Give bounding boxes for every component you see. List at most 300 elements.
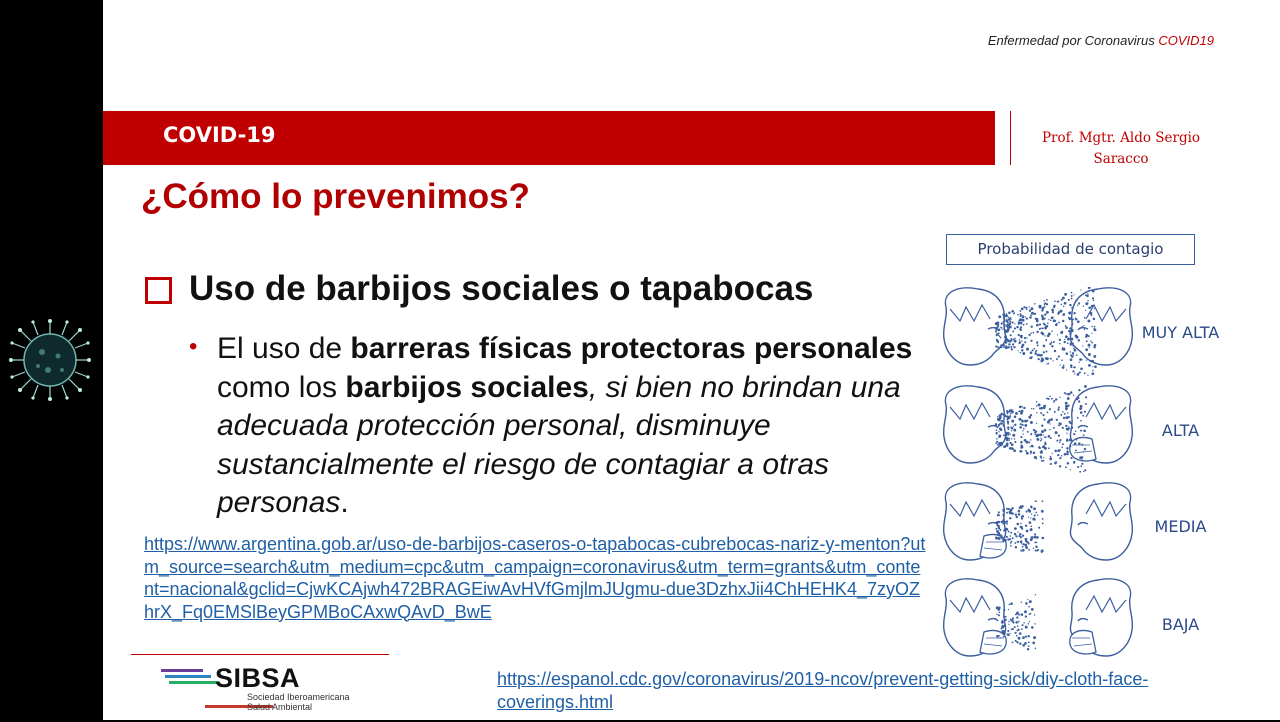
droplet	[1080, 411, 1083, 414]
droplet	[1010, 326, 1012, 328]
droplet	[1093, 318, 1096, 321]
droplet	[1026, 452, 1029, 455]
droplet	[1056, 358, 1058, 360]
droplet	[1094, 326, 1096, 328]
droplet	[1048, 398, 1050, 400]
droplet	[1010, 633, 1011, 634]
droplet	[1057, 454, 1059, 456]
droplet	[1065, 407, 1068, 410]
droplet	[1057, 409, 1059, 411]
droplet	[1059, 449, 1061, 451]
droplet	[1006, 536, 1008, 538]
cdc-link[interactable]: https://espanol.cdc.gov/coronavirus/2019-ncov/prevent-getting-sick/diy-cloth-face-coverings.html	[497, 669, 1149, 712]
droplet	[1015, 614, 1017, 616]
droplet	[1036, 423, 1037, 424]
droplet	[1013, 426, 1014, 427]
droplet	[1066, 453, 1068, 455]
droplet	[1073, 312, 1075, 314]
para-text-3: .	[340, 486, 349, 519]
droplet	[1002, 523, 1004, 525]
droplet	[1036, 538, 1038, 540]
droplet	[1009, 341, 1011, 343]
droplet	[1053, 319, 1056, 322]
droplet	[1080, 368, 1083, 371]
droplet	[1015, 535, 1017, 537]
droplet	[1028, 334, 1030, 336]
droplet	[1063, 313, 1066, 316]
droplet	[1015, 412, 1018, 415]
droplet	[1028, 306, 1029, 307]
droplet	[1066, 369, 1067, 370]
droplet	[1006, 338, 1009, 341]
droplet	[1041, 549, 1044, 552]
droplet	[1073, 294, 1074, 295]
droplet	[997, 419, 999, 421]
droplet	[1070, 469, 1071, 470]
droplet	[996, 613, 997, 614]
droplet	[1011, 438, 1012, 439]
footer-rule	[131, 654, 389, 655]
droplet	[1069, 304, 1071, 306]
droplet	[1003, 636, 1004, 637]
droplet	[1008, 531, 1010, 533]
droplet	[1036, 542, 1037, 543]
droplet	[1036, 434, 1039, 437]
droplet	[1088, 364, 1091, 367]
droplet	[1046, 357, 1049, 360]
droplet	[1041, 430, 1044, 433]
droplet	[1006, 439, 1008, 441]
droplet	[1016, 641, 1018, 643]
droplet	[1084, 317, 1086, 319]
droplet	[1013, 429, 1016, 432]
droplet	[1087, 335, 1089, 337]
droplet	[1021, 410, 1024, 413]
droplet	[1072, 343, 1074, 345]
droplet	[1067, 342, 1069, 344]
face-profile	[944, 288, 1006, 365]
droplet	[1039, 328, 1041, 330]
droplet	[1040, 440, 1042, 442]
droplet	[1060, 364, 1061, 365]
droplet	[1037, 549, 1039, 551]
header-title-accent: COVID19	[1158, 33, 1214, 48]
droplet	[1010, 545, 1012, 547]
droplet	[1006, 412, 1008, 414]
droplet	[1068, 330, 1071, 333]
droplet	[1078, 339, 1080, 341]
droplet	[1077, 320, 1080, 323]
droplet	[1075, 449, 1077, 451]
droplet	[1062, 411, 1064, 413]
droplet	[1070, 391, 1073, 394]
droplet	[1014, 416, 1017, 419]
droplet	[1072, 319, 1074, 321]
droplet	[1071, 427, 1073, 429]
droplet	[1017, 625, 1019, 627]
section-heading: Uso de barbijos sociales o tapabocas	[189, 269, 814, 308]
argentina-link[interactable]: https://www.argentina.gob.ar/uso-de-barbijos-caseros-o-tapabocas-cubrebocas-nariz-y-menton?utm_source=search&utm_medium=cpc&utm_campaign=coronavirus&utm_term=grants&utm_content=nacional&gclid=CjwKCAjwh472BRAGEiwAvHVfGmjlmJUgmu-due3DzhxJii4ChHEHK4_7zyOZhrX_Fq0EMSlBeyGPMBoCAxwQAvD_BwE	[144, 534, 926, 622]
droplet	[1014, 441, 1016, 443]
droplet	[1088, 287, 1091, 289]
droplet	[1017, 629, 1019, 631]
droplet	[1036, 324, 1039, 327]
droplet	[1008, 438, 1010, 440]
droplet	[1001, 535, 1003, 537]
droplet	[1027, 599, 1028, 600]
droplet	[1034, 430, 1037, 433]
droplet	[1010, 413, 1012, 415]
droplet	[1006, 434, 1008, 436]
droplet	[1000, 327, 1002, 329]
droplet	[1026, 323, 1028, 325]
droplet	[1034, 541, 1036, 543]
droplet	[1030, 421, 1033, 424]
droplet	[1059, 339, 1061, 341]
droplet	[1074, 349, 1077, 352]
droplet	[1070, 457, 1072, 459]
droplet	[1087, 293, 1089, 295]
droplet	[1026, 318, 1028, 320]
droplet	[1015, 640, 1017, 642]
droplet	[1039, 305, 1042, 308]
droplet	[1052, 360, 1053, 361]
droplet	[1000, 429, 1002, 431]
droplet	[1003, 434, 1005, 436]
droplet	[1035, 434, 1036, 435]
droplet	[1007, 423, 1009, 425]
droplet	[1028, 441, 1030, 443]
droplet	[1007, 633, 1010, 636]
droplet	[1093, 300, 1094, 301]
droplet	[1060, 414, 1062, 416]
droplet	[1036, 320, 1039, 323]
droplet	[1003, 609, 1005, 611]
droplet	[1001, 621, 1004, 624]
droplet	[1028, 516, 1029, 517]
droplet	[1060, 331, 1063, 334]
droplet	[1068, 428, 1070, 430]
droplet	[997, 342, 999, 344]
droplet	[1009, 321, 1011, 323]
droplet	[1079, 303, 1081, 305]
droplet	[1056, 419, 1058, 421]
droplet	[1067, 393, 1069, 395]
droplet	[1084, 411, 1086, 413]
para-text-1: El uso de	[217, 332, 351, 365]
droplet	[1034, 623, 1035, 624]
droplet	[996, 429, 998, 431]
droplet	[1087, 320, 1090, 323]
droplet	[1073, 355, 1074, 356]
droplet	[1004, 341, 1007, 344]
droplet	[1080, 465, 1082, 467]
droplet	[1022, 424, 1024, 426]
droplet	[1069, 445, 1071, 447]
droplet	[1024, 610, 1027, 613]
droplet	[1041, 354, 1042, 355]
droplet	[1045, 339, 1047, 341]
droplet	[1002, 509, 1004, 511]
droplet	[1036, 405, 1038, 407]
droplet	[995, 432, 997, 434]
droplet	[1070, 422, 1072, 424]
droplet	[1070, 364, 1073, 367]
droplet	[1035, 500, 1037, 502]
droplet	[1078, 389, 1080, 391]
droplet	[1023, 324, 1025, 326]
droplet	[1012, 411, 1014, 413]
droplet	[1034, 514, 1036, 516]
droplet	[1054, 350, 1056, 352]
droplet	[1044, 419, 1046, 421]
droplet	[1081, 359, 1082, 360]
droplet	[1044, 447, 1047, 450]
droplet	[1024, 636, 1025, 637]
droplet	[1064, 339, 1065, 340]
droplet	[1045, 436, 1047, 438]
droplet	[1036, 438, 1039, 441]
droplet	[1000, 344, 1001, 345]
droplet	[1018, 513, 1021, 516]
droplet	[1004, 336, 1007, 339]
droplet	[1028, 542, 1030, 544]
droplet	[1072, 339, 1073, 340]
droplet	[1032, 349, 1034, 351]
droplet	[1005, 619, 1007, 621]
droplet	[1059, 439, 1061, 441]
droplet	[1030, 505, 1033, 508]
droplet	[1030, 434, 1031, 435]
face-mask-icon	[1070, 631, 1096, 654]
droplet	[1090, 312, 1093, 315]
droplet	[1022, 434, 1023, 435]
droplet	[1046, 398, 1048, 400]
level-label-baja: BAJA	[1161, 615, 1200, 634]
droplet	[1019, 310, 1021, 312]
droplet	[1093, 328, 1094, 329]
droplet	[997, 346, 999, 348]
droplet	[1025, 615, 1027, 617]
droplet	[1030, 517, 1031, 518]
droplet	[1034, 352, 1037, 355]
droplet	[1029, 316, 1032, 319]
droplet	[1010, 535, 1012, 537]
droplet	[1084, 385, 1087, 388]
droplet	[1094, 365, 1097, 368]
droplet	[1021, 528, 1023, 530]
droplet	[1087, 300, 1089, 302]
droplet	[1092, 290, 1095, 293]
droplet	[1084, 328, 1086, 330]
droplet	[1085, 396, 1087, 398]
droplet	[1018, 324, 1020, 326]
droplet	[1044, 324, 1046, 326]
droplet	[1061, 299, 1063, 301]
droplet	[1049, 457, 1052, 460]
droplet	[1024, 337, 1026, 339]
droplet	[1027, 509, 1030, 512]
droplet	[1094, 308, 1095, 309]
droplet	[1031, 445, 1034, 448]
droplet	[1021, 349, 1023, 351]
droplet	[1018, 326, 1019, 327]
droplet	[1081, 444, 1083, 446]
droplet	[1058, 322, 1060, 324]
droplet	[1022, 549, 1025, 552]
droplet	[1000, 337, 1002, 339]
droplet	[1008, 624, 1009, 625]
droplet	[1049, 343, 1051, 345]
droplet	[1034, 313, 1036, 315]
droplet	[1004, 321, 1005, 322]
droplet	[1061, 304, 1063, 306]
droplet	[1042, 500, 1044, 502]
droplet	[997, 534, 999, 536]
droplet	[1054, 450, 1057, 453]
droplet	[1030, 340, 1032, 342]
droplet	[1023, 428, 1025, 430]
droplet	[1029, 613, 1031, 615]
droplet	[1072, 352, 1074, 354]
droplet	[1019, 319, 1021, 321]
droplet	[1022, 546, 1024, 548]
droplet	[1063, 428, 1064, 429]
droplet	[1020, 506, 1023, 509]
droplet	[1071, 307, 1073, 309]
droplet	[1003, 346, 1005, 348]
droplet	[1034, 303, 1036, 305]
droplet	[1035, 545, 1038, 548]
droplet	[1056, 323, 1057, 324]
droplet	[1044, 304, 1045, 305]
droplet	[1046, 299, 1048, 301]
droplet	[1064, 302, 1067, 305]
droplet	[1018, 510, 1021, 513]
droplet	[1046, 351, 1048, 353]
droplet	[1019, 450, 1022, 453]
droplet	[1068, 416, 1070, 418]
droplet	[1046, 303, 1048, 305]
droplet	[1026, 309, 1027, 310]
droplet	[1072, 410, 1074, 412]
droplet	[999, 535, 1001, 537]
droplet	[1011, 348, 1013, 350]
droplet	[1087, 302, 1089, 304]
droplet	[1036, 412, 1037, 413]
droplet	[1020, 329, 1022, 331]
droplet	[1012, 434, 1015, 437]
droplet	[1086, 295, 1088, 297]
droplet	[995, 537, 998, 540]
droplet	[1034, 536, 1036, 538]
droplet	[1078, 400, 1080, 402]
droplet	[1011, 310, 1014, 313]
droplet	[1021, 601, 1022, 602]
droplet	[1063, 417, 1065, 419]
droplet	[1024, 420, 1027, 423]
droplet	[1018, 535, 1020, 537]
droplet	[1016, 635, 1018, 637]
droplet	[1030, 525, 1032, 527]
droplet	[1030, 439, 1032, 441]
band-divider	[1010, 111, 1011, 165]
droplet	[999, 611, 1001, 613]
droplet	[1057, 301, 1059, 303]
droplet	[1008, 429, 1010, 431]
droplet	[1006, 330, 1008, 332]
level-label-muy-alta: MUY ALTA	[1141, 323, 1220, 342]
droplet	[1002, 514, 1004, 516]
droplet	[1043, 351, 1045, 353]
droplet	[1007, 329, 1008, 330]
droplet	[1007, 432, 1009, 434]
droplet	[995, 331, 997, 333]
droplet	[1060, 310, 1063, 313]
droplet	[1064, 294, 1066, 296]
droplet	[1047, 363, 1049, 365]
droplet	[1000, 637, 1001, 638]
droplet	[1010, 602, 1013, 605]
droplet	[1020, 314, 1022, 316]
logo-line-blue	[165, 675, 211, 678]
droplet	[1073, 461, 1075, 463]
droplet	[1040, 433, 1042, 435]
droplet	[1004, 326, 1005, 327]
droplet	[1032, 642, 1035, 645]
droplet	[1053, 427, 1055, 429]
droplet	[1020, 322, 1023, 325]
droplet	[1091, 360, 1094, 363]
droplet	[1036, 401, 1038, 403]
droplet	[1020, 352, 1021, 353]
droplet	[1043, 306, 1045, 308]
droplet	[1003, 319, 1005, 321]
droplet	[1068, 426, 1069, 427]
droplet	[1003, 344, 1005, 346]
droplet	[1074, 373, 1075, 374]
droplet	[1010, 619, 1012, 621]
droplet	[1070, 358, 1073, 361]
droplet	[1074, 442, 1077, 445]
droplet	[1025, 626, 1028, 629]
droplet	[1012, 537, 1014, 539]
logo-line-purple	[161, 669, 203, 672]
droplet	[1002, 329, 1003, 330]
droplet	[1043, 457, 1044, 458]
droplet	[1026, 348, 1029, 351]
droplet	[1018, 350, 1019, 351]
droplet	[1031, 356, 1033, 358]
droplet	[1061, 446, 1063, 448]
droplet	[1070, 344, 1072, 346]
droplet	[1064, 413, 1066, 415]
droplet	[1003, 424, 1005, 426]
droplet	[1093, 346, 1095, 348]
droplet	[1002, 322, 1003, 323]
droplet	[1083, 471, 1084, 472]
droplet	[1045, 405, 1047, 407]
droplet	[1085, 310, 1086, 311]
band-label: COVID-19	[163, 123, 276, 147]
droplet	[1003, 516, 1004, 517]
droplet	[1043, 345, 1046, 348]
droplet	[1040, 407, 1043, 410]
droplet	[1053, 400, 1055, 402]
droplet	[1010, 509, 1013, 512]
droplet	[1050, 437, 1052, 439]
droplet	[1003, 511, 1004, 512]
